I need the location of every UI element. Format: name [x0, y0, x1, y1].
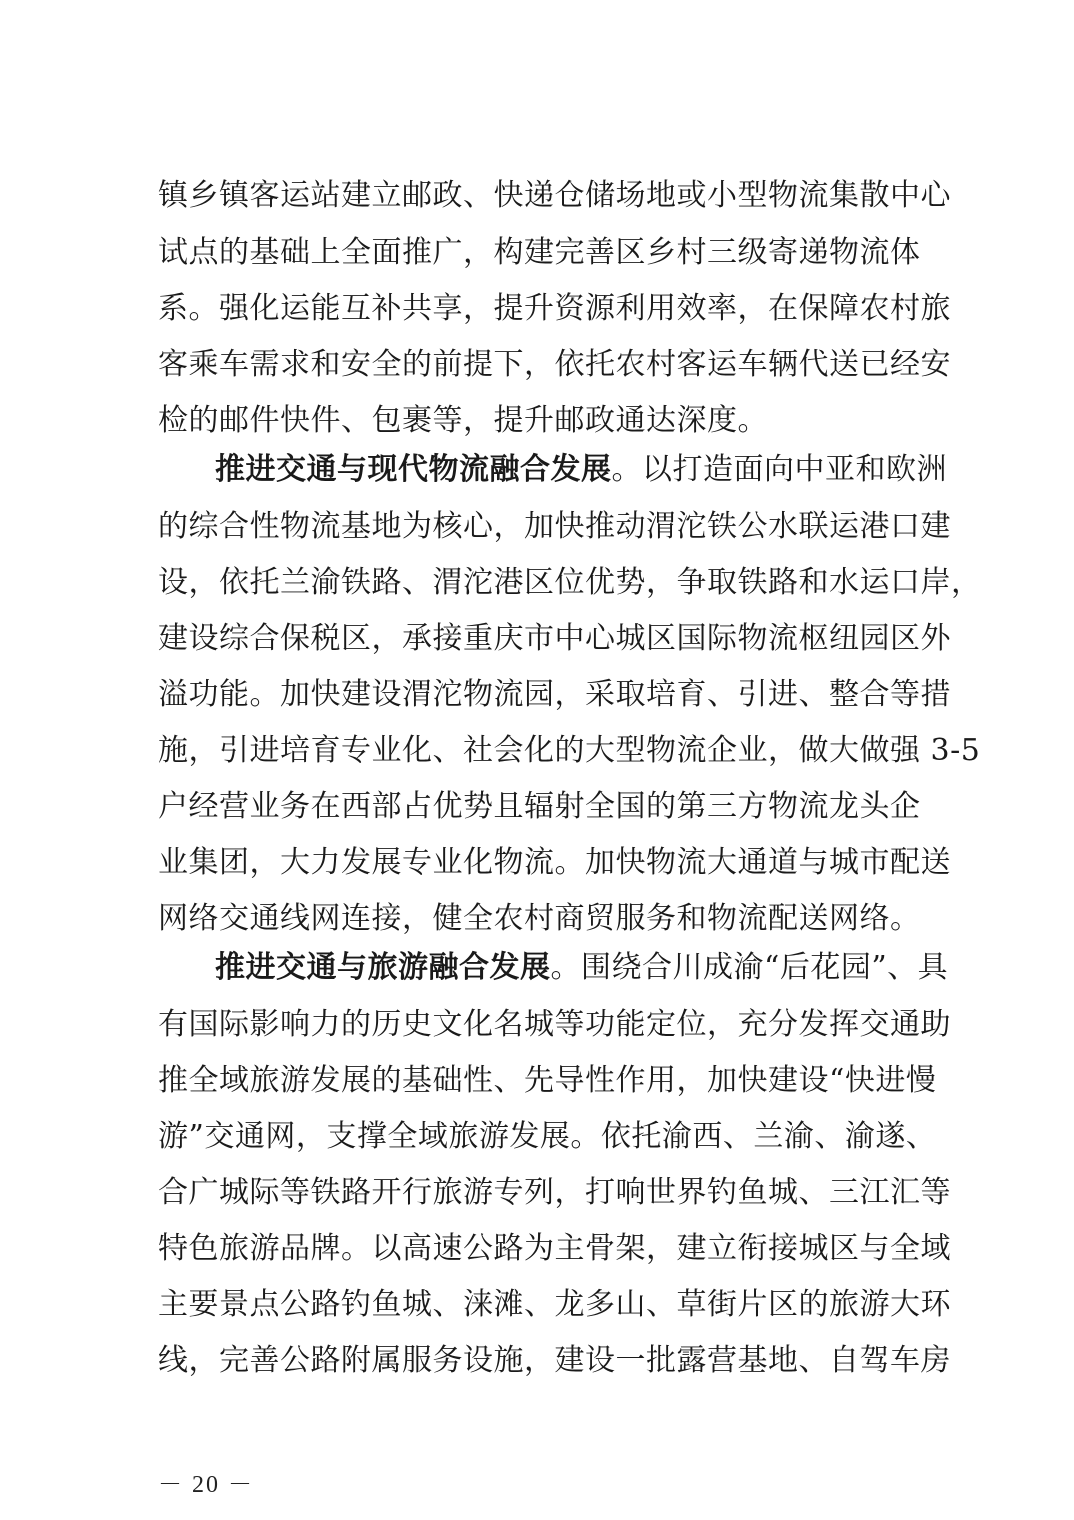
text-line: 溢功能。加快建设渭沱物流园，采取培育、引进、整合等措: [158, 677, 951, 712]
text-line: 系。强化运能互补共享，提升资源利用效率，在保障农村旅: [158, 291, 951, 326]
text-line: 户经营业务在西部占优势且辐射全国的第三方物流龙头企: [158, 789, 921, 824]
text-line: 游”交通网，支撑全域旅游发展。依托渝西、兰渝、渝遂、: [158, 1119, 937, 1154]
text-line: 线，完善公路附属服务设施，建设一批露营基地、自驾车房: [158, 1343, 951, 1378]
text-line: 施，引进培育专业化、社会化的大型物流企业，做大做强 3-5: [158, 733, 981, 768]
page-number: － 20 －: [158, 1472, 254, 1498]
section-heading-tourism: 推进交通与旅游融合发展: [215, 950, 551, 985]
text-line: 建设综合保税区，承接重庆市中心城区国际物流枢纽园区外: [158, 621, 951, 656]
text-run: 。围绕合川成渝“后花园”、具: [550, 950, 949, 985]
text-line: 推全域旅游发展的基础性、先导性作用，加快建设“快进慢: [158, 1063, 937, 1098]
text-line: 客乘车需求和安全的前提下，依托农村客运车辆代送已经安: [158, 347, 951, 382]
paragraph-heading-line: [215, 448, 947, 492]
text-line: 特色旅游品牌。以高速公路为主骨架，建立衔接城区与全域: [158, 1231, 951, 1266]
section-heading-logistics: 推进交通与现代物流融合发展: [215, 452, 612, 487]
text-line: 的综合性物流基地为核心，加快推动渭沱铁公水联运港口建: [158, 509, 951, 544]
text-line: 镇乡镇客运站建立邮政、快递仓储场地或小型物流集散中心: [158, 178, 951, 213]
text-line: 有国际影响力的历史文化名城等功能定位，充分发挥交通助: [158, 1007, 951, 1042]
text-line: 业集团，大力发展专业化物流。加快物流大通道与城市配送: [158, 845, 951, 880]
text-line: 网络交通线网连接，健全农村商贸服务和物流配送网络。: [158, 901, 921, 936]
text-line: 试点的基础上全面推广，构建完善区乡村三级寄递物流体: [158, 235, 921, 270]
text-run: 。以打造面向中亚和欧洲: [611, 452, 947, 487]
paragraph-heading-line: [215, 946, 949, 990]
text-line: 合广城际等铁路开行旅游专列，打响世界钓鱼城、三江汇等: [158, 1175, 951, 1210]
text-line: 主要景点公路钓鱼城、涞滩、龙多山、草街片区的旅游大环: [158, 1287, 951, 1322]
text-line: 设，依托兰渝铁路、渭沱港区位优势，争取铁路和水运口岸，: [158, 565, 982, 600]
text-line: 检的邮件快件、包裹等，提升邮政通达深度。: [158, 403, 768, 438]
